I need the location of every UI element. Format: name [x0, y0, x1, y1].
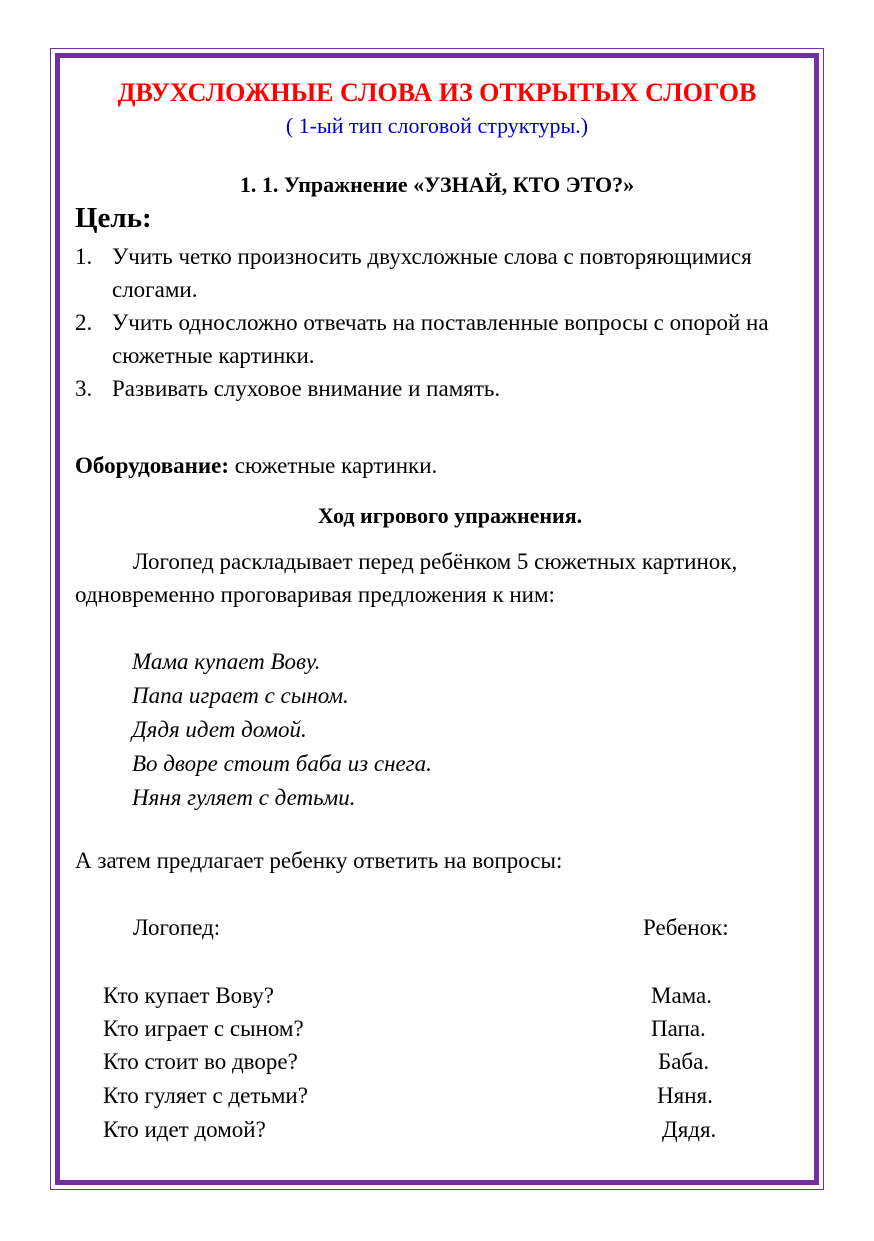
goal-text: Развивать слуховое внимание и память. [112, 376, 501, 401]
sentence-item: Во дворе стоит баба из снега. [132, 751, 432, 776]
goal-text: Учить четко произносить двухсложные слова с повторяющимися слогами. [112, 244, 752, 302]
equipment-label: Оборудование: [75, 453, 229, 478]
dialog-question: Кто гуляет с детьми? [103, 1083, 308, 1108]
page-title: ДВУХСЛОЖНЫЕ СЛОВА ИЗ ОТКРЫТЫХ СЛОГОВ [117, 78, 757, 107]
goal-item [75, 372, 815, 405]
exercise-title: 1. 1. Упражнение «УЗНАЙ, КТО ЭТО?» [239, 172, 635, 197]
intro-paragraph: Логопед раскладывает перед ребёнком 5 сюжетных картинок, одновременно проговаривая предложения к ним: [75, 549, 738, 607]
goals-list [75, 240, 815, 405]
sentence-item: Няня гуляет с детьми. [132, 785, 356, 810]
goal-number: 3. [75, 376, 93, 401]
goal-item [75, 306, 815, 372]
dialog-answer: Баба. [658, 1049, 710, 1074]
sentence-item: Папа играет с сыном. [132, 683, 349, 708]
question-prompt: А затем предлагает ребенку ответить на вопросы: [75, 848, 563, 873]
sentence-item: Мама купает Вову. [132, 649, 321, 674]
dialog-header-speech-therapist: Логопед: [133, 915, 221, 940]
goal-number: 2. [75, 310, 93, 335]
course-title: Ход игрового упражнения. [317, 503, 583, 528]
dialog-answer: Няня. [657, 1083, 713, 1108]
goal-text: Учить односложно отвечать на поставленные вопросы с опорой на сюжетные картинки. [112, 310, 769, 368]
goal-item [75, 240, 815, 306]
dialog-question: Кто идет домой? [103, 1117, 266, 1142]
page-subtitle: ( 1-ый тип слоговой структуры.) [285, 113, 589, 138]
sentence-list [132, 645, 432, 815]
dialog-header-child: Ребенок: [643, 915, 729, 940]
dialog-answer: Папа. [651, 1016, 706, 1041]
equipment-value: сюжетные картинки. [228, 453, 438, 478]
equipment-line [75, 453, 437, 479]
dialog-question: Кто стоит во дворе? [103, 1049, 298, 1074]
goal-number: 1. [75, 244, 93, 269]
sentence-item: Дядя идет домой. [132, 717, 307, 742]
goal-label: Цель: [75, 202, 152, 234]
dialog-question: Кто играет с сыном? [103, 1016, 304, 1041]
dialog-answer: Мама. [651, 983, 713, 1008]
dialog-answer: Дядя. [662, 1117, 717, 1142]
dialog-question: Кто купает Вову? [103, 983, 274, 1008]
